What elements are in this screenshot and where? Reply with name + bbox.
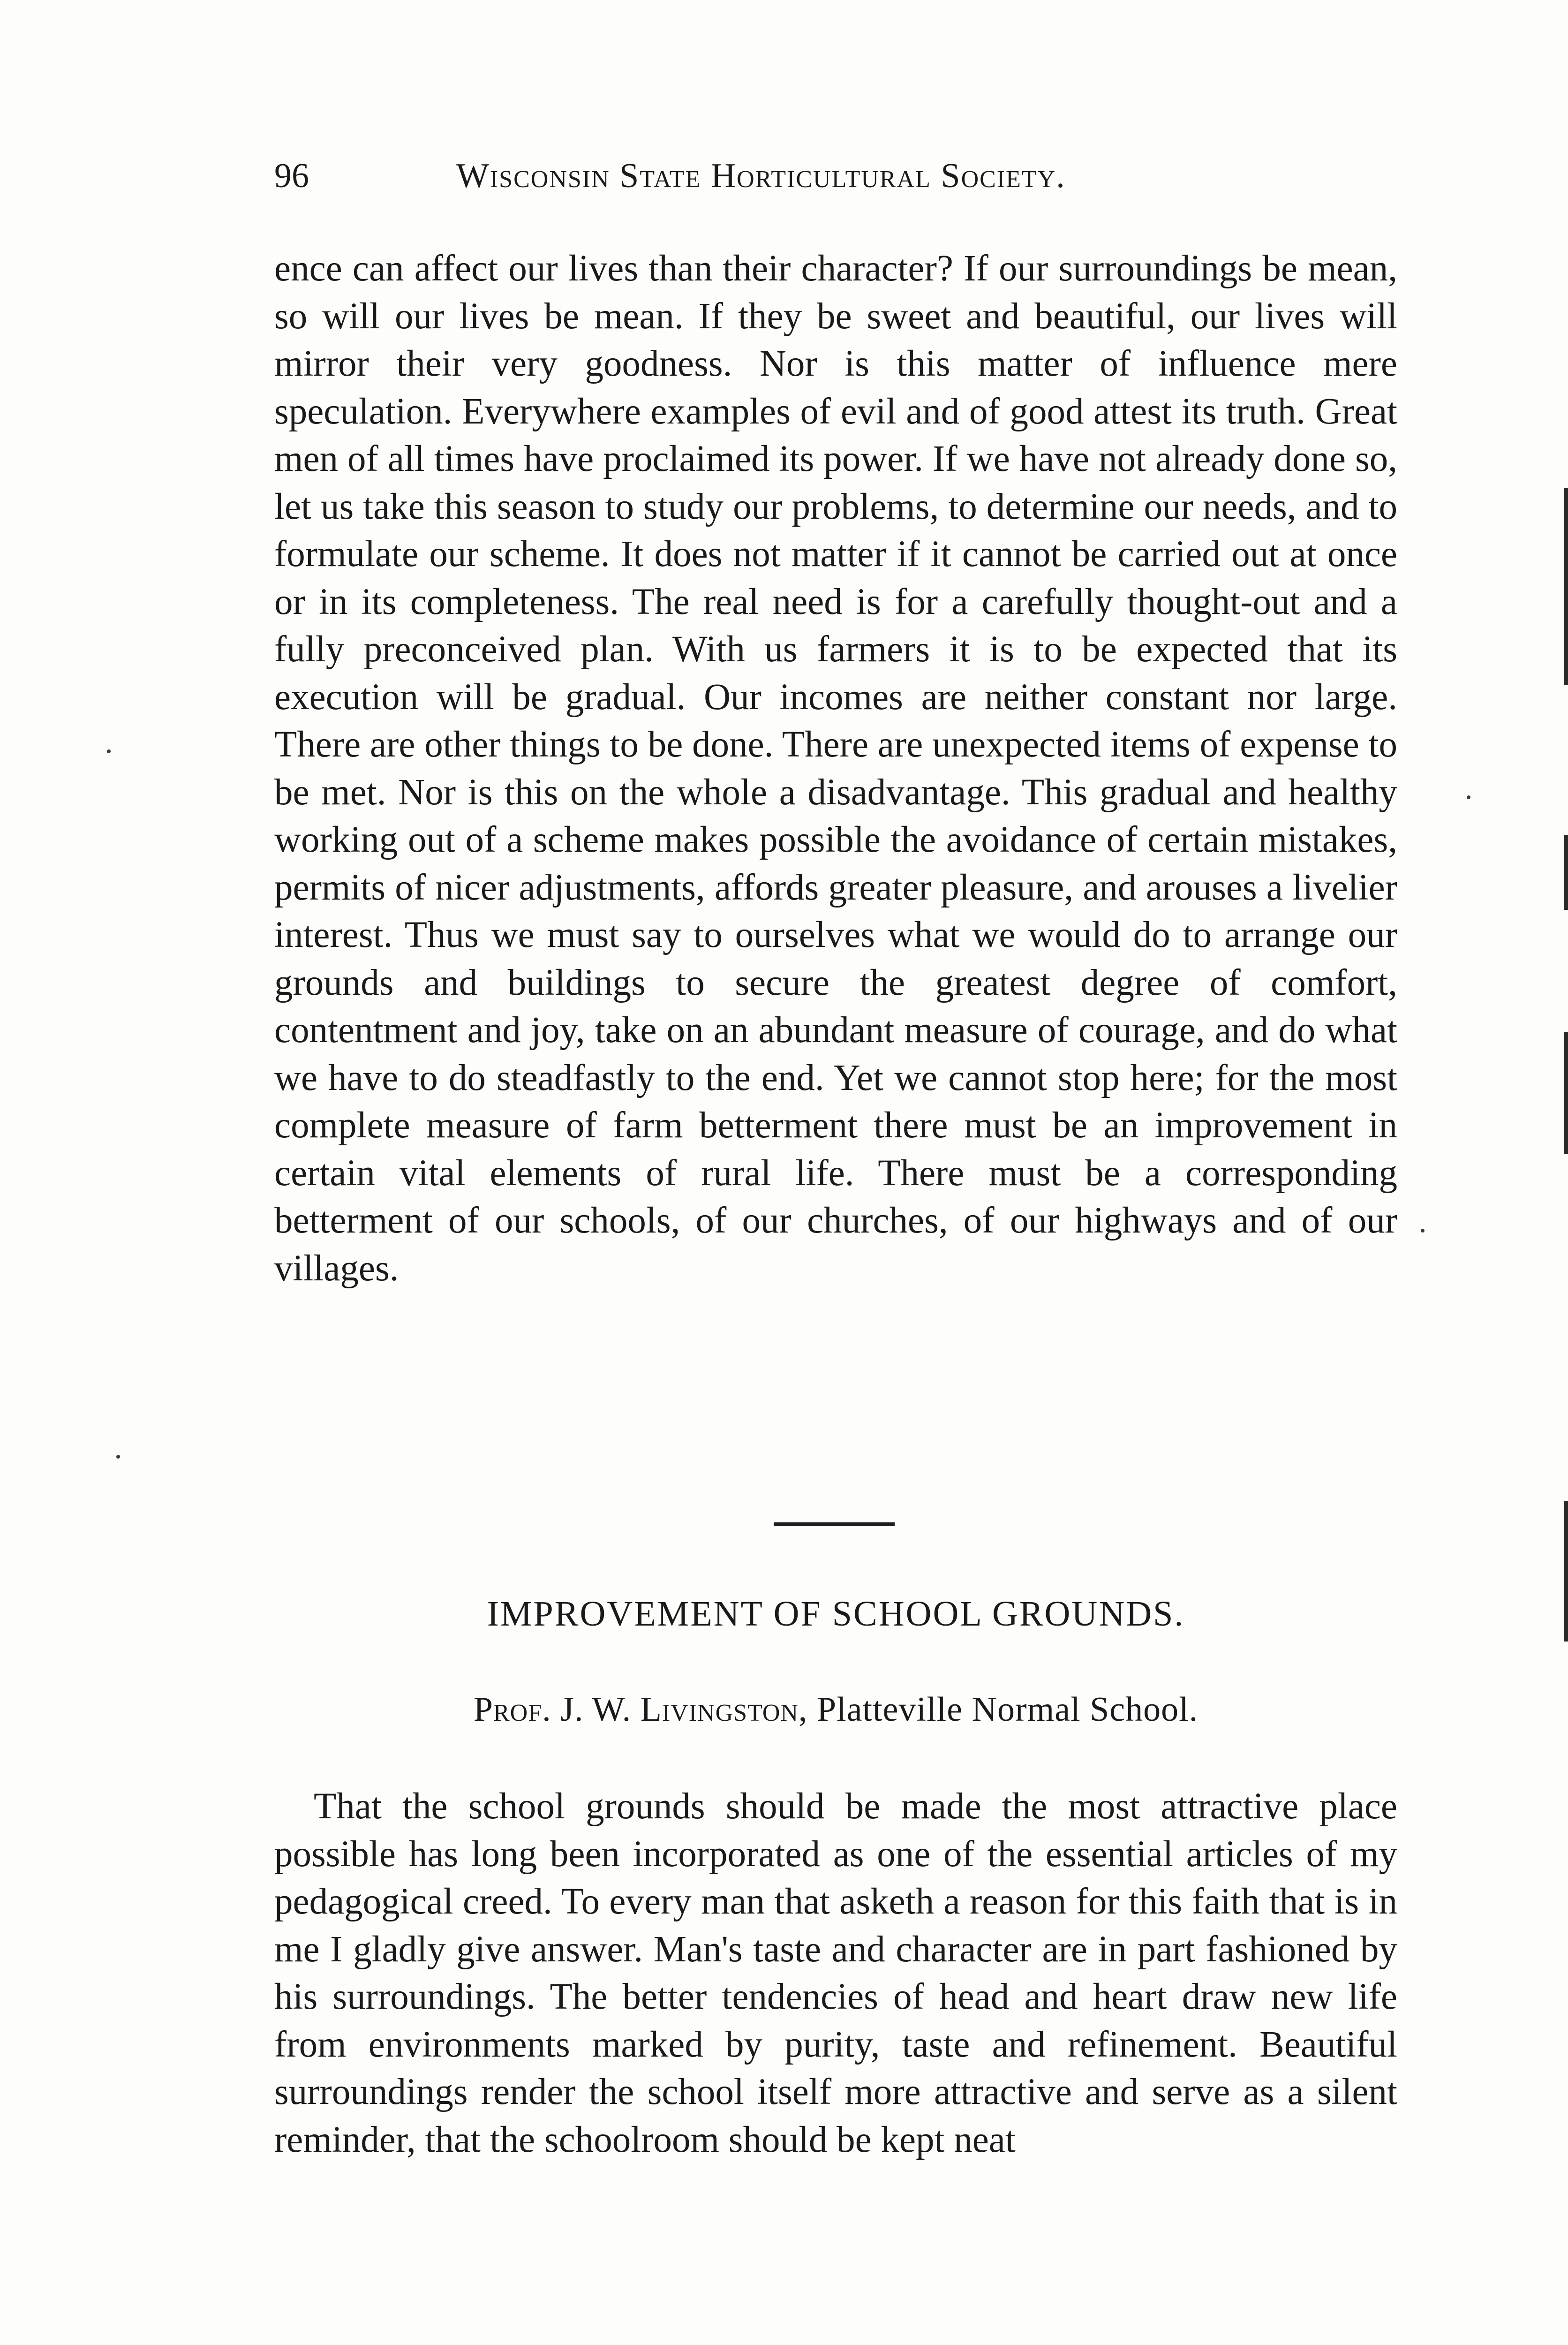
article-byline xyxy=(274,1686,1397,1733)
scan-speck xyxy=(107,749,111,753)
scan-edge-mark xyxy=(1564,1032,1568,1154)
article-first-paragraph: That the school grounds should be made the most attractive place possible has long been incorporated as one of the essential articles of my pedagogical creed. To every man that asketh a reason for this faith that is in me I gladly give answer. Man's taste and character are in part fashioned by his surroundings. The better tendencies of head and heart draw new life from environments marked by purity, taste and refinement. Beautiful surroundings render the school itself more attractive and serve as a silent reminder, that the schoolroom should be kept neat xyxy=(274,1786,1397,2160)
author-name: Prof. J. W. Livingston, xyxy=(473,1690,808,1729)
scan-edge-mark xyxy=(1564,1501,1568,1642)
scan-edge-mark xyxy=(1564,835,1568,910)
scan-speck xyxy=(1421,1229,1425,1233)
author-affiliation: Platteville Normal School. xyxy=(817,1690,1199,1729)
scan-speck xyxy=(1467,795,1470,799)
continued-paragraph: ence can affect our lives than their character? If our surroundings be mean, so will our lives be mean. If they be sweet and beautiful, our lives will mirror their very goodness. Nor is this matter of influence mere speculation. Everywhere examples of evil and of good attest its truth. Great men of all times have proclaimed its power. If we have not already done so, let us take this season to study our problems, to determine our needs, and to formulate our scheme. It does not matter if it cannot be carried out at once or in its completeness. The real need is for a carefully thought-out and a fully preconceived plan. With us farmers it is to be expected that its execution will be gradual. Our incomes are neither constant nor large. There are other things to be done. There are unexpected items of expense to be met. Nor is this on the whole a disadvantage. This gradual and healthy working out of a scheme makes possible the avoidance of certain mistakes, permits of nicer adjustments, affords greater pleasure, and arouses a livelier interest. Thus we must say to ourselves what we would do to arrange our grounds and buildings to secure the greatest degree of comfort, contentment and joy, take on an abundant measure of courage, and do what we have to do steadfastly to the end. Yet we cannot stop here; for the most complete measure of farm betterment there must be an improvement in certain vital elements of rural life. There must be a corresponding betterment of our schools, of our churches, of our highways and of our villages. xyxy=(274,248,1397,1289)
article-title: IMPROVEMENT OF SCHOOL GROUNDS. xyxy=(487,1594,1185,1634)
page-number: 96 xyxy=(274,157,309,195)
scan-edge-mark xyxy=(1564,488,1568,685)
scan-speck xyxy=(116,1455,120,1459)
running-title: Wisconsin State Horticultural Society. xyxy=(456,157,1066,195)
running-head xyxy=(274,150,1400,202)
section-divider-rule xyxy=(774,1522,895,1526)
